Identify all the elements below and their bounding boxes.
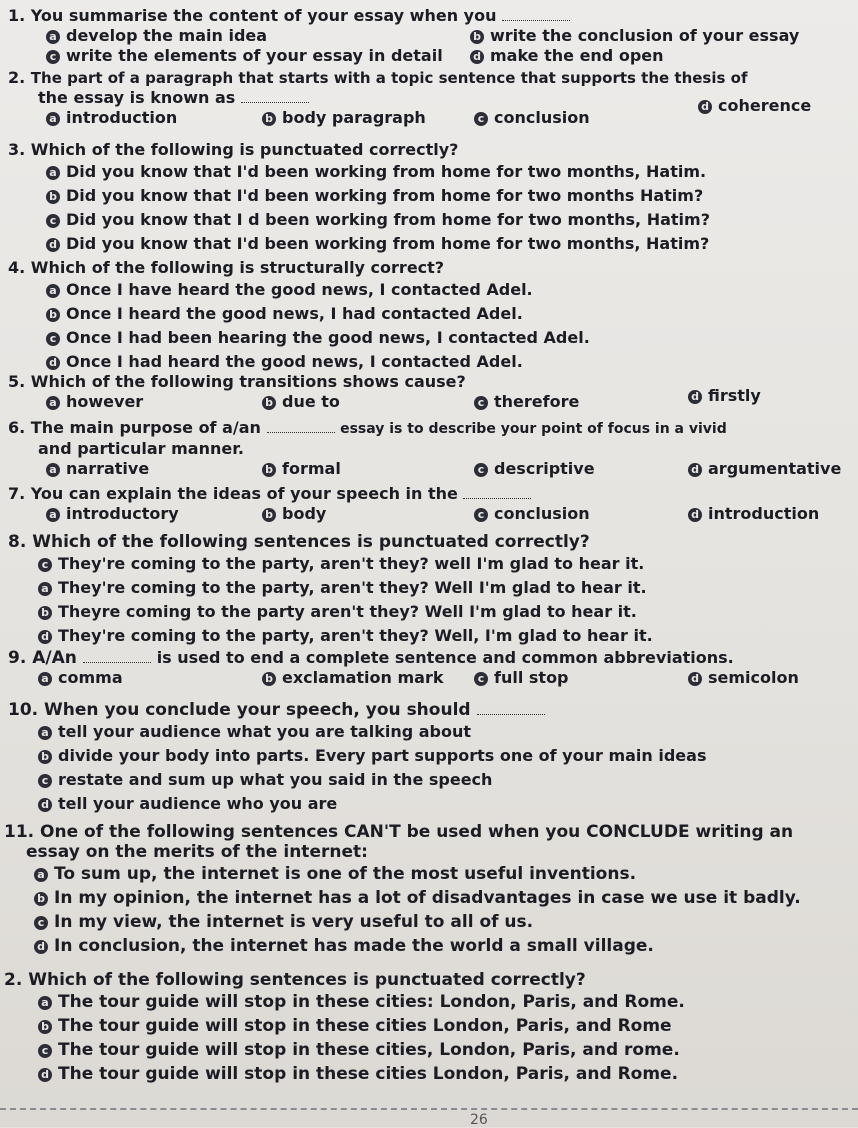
option-b[interactable] [262,392,340,411]
option-text: comma [58,668,123,687]
option-text: Did you know that I d been working from home for two months, Hatim? [66,210,710,229]
option-text: Once I have heard the good news, I contacted Adel. [66,280,533,299]
option-text: Once I had been hearing the good news, I contacted Adel. [66,328,590,347]
question-number: 10. [8,700,39,720]
option-b[interactable] [8,302,853,326]
option-letter: c [474,463,488,477]
option-text: To sum up, the internet is one of the most useful inventions. [54,864,637,884]
option-letter: d [688,390,702,404]
option-text: body paragraph [282,108,426,127]
option-letter: a [46,166,60,180]
option-c[interactable] [474,504,590,523]
option-c[interactable] [46,46,443,65]
option-letter: c [46,214,60,228]
option-letter: b [38,1020,52,1034]
option-text: Did you know that I'd been working from home for two months Hatim? [66,186,704,205]
option-text: make the end open [490,46,664,65]
option-letter: d [34,940,48,954]
question-number: 11. [4,822,35,842]
option-letter: b [46,308,60,322]
option-letter: d [688,672,702,686]
option-letter: d [698,100,712,114]
question-5 [8,372,853,416]
answer-blank [502,8,570,21]
question-number: 5. [8,372,26,391]
question-number: 7. [8,484,26,503]
question-stem-after: is used to end a complete sentence and common abbreviations. [156,648,734,667]
option-c[interactable] [474,108,590,127]
option-text: introductory [66,504,179,523]
option-letter: b [470,30,484,44]
option-letter: c [34,916,48,930]
option-text: develop the main idea [66,26,268,45]
option-letter: c [46,50,60,64]
question-number: 2. [8,68,26,87]
option-c[interactable] [8,768,853,792]
question-stem-continued: essay on the merits of the internet: [26,842,368,862]
option-letter: c [38,1044,52,1058]
question-11 [4,822,849,958]
question-8 [8,532,853,648]
option-letter: d [38,1068,52,1082]
page-number: 26 [470,1112,488,1128]
option-a[interactable] [8,278,853,302]
option-text: Did you know that I'd been working from home for two months, Hatim? [66,234,710,253]
option-text: The tour guide will stop in these cities London, Paris, and Rome [58,1016,672,1036]
option-letter: a [38,726,52,740]
option-d[interactable] [8,792,853,816]
option-letter: d [470,50,484,64]
option-text: divide your body into parts. Every part supports one of your main ideas [58,746,707,765]
question-stem: Which of the following sentences is punctuated correctly? [32,532,590,552]
option-a[interactable] [8,160,853,184]
option-letter: b [38,750,52,764]
option-letter: a [46,396,60,410]
option-letter: d [46,238,60,252]
option-text: In my opinion, the internet has a lot of disadvantages in case we use it badly. [54,888,801,908]
question-6 [8,418,853,483]
option-text: therefore [494,392,580,411]
question-number: 1. [8,6,26,25]
option-d[interactable] [688,386,761,405]
option-letter: b [262,672,276,686]
option-letter: b [262,508,276,522]
question-number: 3. [8,140,26,159]
option-text: The tour guide will stop in these cities, London, Paris, and rome. [58,1040,680,1060]
option-text: introduction [66,108,178,127]
option-c[interactable] [8,552,853,576]
option-d[interactable] [688,668,799,687]
question-stem: The part of a paragraph that starts with a topic sentence that supports the thesis of [30,69,748,87]
question-stem: Which of the following transitions shows cause? [30,372,466,391]
option-d[interactable] [4,1062,849,1086]
option-text: They're coming to the party, aren't they? Well, I'm glad to hear it. [58,626,653,645]
option-b[interactable] [470,26,799,45]
option-b[interactable] [4,1014,849,1038]
option-a[interactable] [46,392,143,411]
option-letter: c [474,508,488,522]
option-letter: a [46,284,60,298]
option-text: formal [282,459,341,478]
option-a[interactable] [46,26,267,45]
question-number: 2. [4,970,23,990]
option-text: exclamation mark [282,668,444,687]
option-text: tell your audience what you are talking about [58,722,472,741]
answer-blank [83,650,151,663]
question-9 [8,648,853,692]
question-number: 8. [8,532,27,552]
option-text: introduction [708,504,820,523]
question-stem: You summarise the content of your essay when you [30,6,497,25]
answer-blank [463,486,531,499]
question-stem: The main purpose of a/an [30,418,261,437]
option-letter: d [688,463,702,477]
option-c[interactable] [474,392,579,411]
option-text: The tour guide will stop in these cities London, Paris, and Rome. [58,1064,679,1084]
option-d[interactable] [8,350,853,374]
option-text: tell your audience who you are [58,794,338,813]
option-text: conclusion [494,108,590,127]
answer-blank [477,702,545,715]
option-letter: b [34,892,48,906]
option-a[interactable] [46,108,177,127]
option-letter: a [38,996,52,1010]
option-text: In my view, the internet is very useful to all of us. [54,912,534,932]
page-divider [0,1108,858,1110]
option-a[interactable] [38,668,123,687]
question-stem-after: essay is to describe your point of focus in a vivid [340,421,727,437]
option-letter: d [38,798,52,812]
option-c[interactable] [8,326,853,350]
option-letter: c [474,672,488,686]
question-7 [8,484,853,528]
option-a[interactable] [8,576,853,600]
question-stem: Which of the following sentences is punctuated correctly? [28,970,586,990]
question-stem: When you conclude your speech, you should [44,700,471,720]
option-text: descriptive [494,459,595,478]
question-number: 4. [8,258,26,277]
option-text: They're coming to the party, aren't they? well I'm glad to hear it. [58,554,645,573]
question-2 [8,68,853,130]
option-letter: b [46,190,60,204]
option-letter: b [262,396,276,410]
question-stem-continued: and particular manner. [38,439,244,458]
question-stem: One of the following sentences CAN'T be used when you CONCLUDE writing an [40,822,794,842]
option-text: They're coming to the party, aren't they? Well I'm glad to hear it. [58,578,647,597]
question-stem-continued: the essay is known as [38,88,236,107]
option-text: Once I had heard the good news, I contacted Adel. [66,352,523,371]
option-text: firstly [708,386,761,405]
option-letter: c [38,558,52,572]
option-b[interactable] [262,459,341,478]
option-b[interactable] [8,184,853,208]
option-d[interactable] [470,46,664,65]
option-letter: b [262,112,276,126]
option-letter: c [474,112,488,126]
option-text: body [282,504,327,523]
option-letter: b [262,463,276,477]
option-b[interactable] [4,886,849,910]
question-number: 6. [8,418,26,437]
option-letter: a [46,508,60,522]
option-b[interactable] [262,504,326,523]
option-c[interactable] [8,208,853,232]
option-a[interactable] [46,459,149,478]
question-stem: A/An [32,648,77,668]
option-text: The tour guide will stop in these cities: London, Paris, and Rome. [58,992,685,1012]
question-4 [8,258,853,374]
answer-blank [267,420,335,433]
option-text: Once I heard the good news, I had contacted Adel. [66,304,523,323]
option-c[interactable] [4,1038,849,1062]
option-letter: c [46,332,60,346]
option-d[interactable] [698,96,811,115]
option-d[interactable] [8,232,853,256]
option-c[interactable] [474,459,595,478]
option-c[interactable] [474,668,569,687]
option-text: narrative [66,459,150,478]
option-letter: a [46,112,60,126]
option-a[interactable] [46,504,179,523]
option-a[interactable] [8,720,853,744]
option-text: Theyre coming to the party aren't they? Well I'm glad to hear it. [58,602,637,621]
question-3 [8,140,853,256]
option-letter: d [688,508,702,522]
option-letter: c [38,774,52,788]
option-b[interactable] [262,668,444,687]
option-letter: a [34,868,48,882]
option-text: due to [282,392,340,411]
option-a[interactable] [4,990,849,1014]
option-text: semicolon [708,668,799,687]
question-number: 9. [8,648,27,668]
option-text: In conclusion, the internet has made the world a small village. [54,936,654,956]
option-b[interactable] [8,744,853,768]
question-10 [8,700,853,816]
option-text: write the conclusion of your essay [490,26,800,45]
option-d[interactable] [8,624,853,648]
answer-blank [241,90,309,103]
option-d[interactable] [4,934,849,958]
option-c[interactable] [4,910,849,934]
option-text: write the elements of your essay in detail [66,46,443,65]
option-text: coherence [718,96,812,115]
option-letter: c [474,396,488,410]
option-b[interactable] [262,108,426,127]
option-letter: d [38,630,52,644]
question-stem: Which of the following is structurally correct? [30,258,445,277]
question-1 [8,6,853,66]
option-letter: a [46,463,60,477]
option-d[interactable] [688,459,841,478]
option-letter: d [46,356,60,370]
option-letter: a [46,30,60,44]
option-a[interactable] [4,862,849,886]
option-letter: a [38,672,52,686]
option-text: full stop [494,668,569,687]
question-stem: Which of the following is punctuated correctly? [30,140,459,159]
option-b[interactable] [8,600,853,624]
option-text: restate and sum up what you said in the speech [58,770,493,789]
option-text: conclusion [494,504,590,523]
option-text: argumentative [708,459,842,478]
option-text: however [66,392,144,411]
option-letter: a [38,582,52,596]
option-letter: b [38,606,52,620]
option-text: Did you know that I'd been working from home for two months, Hatim. [66,162,707,181]
question-stem: You can explain the ideas of your speech in the [30,484,458,503]
question-12 [4,970,849,1086]
option-d[interactable] [688,504,819,523]
